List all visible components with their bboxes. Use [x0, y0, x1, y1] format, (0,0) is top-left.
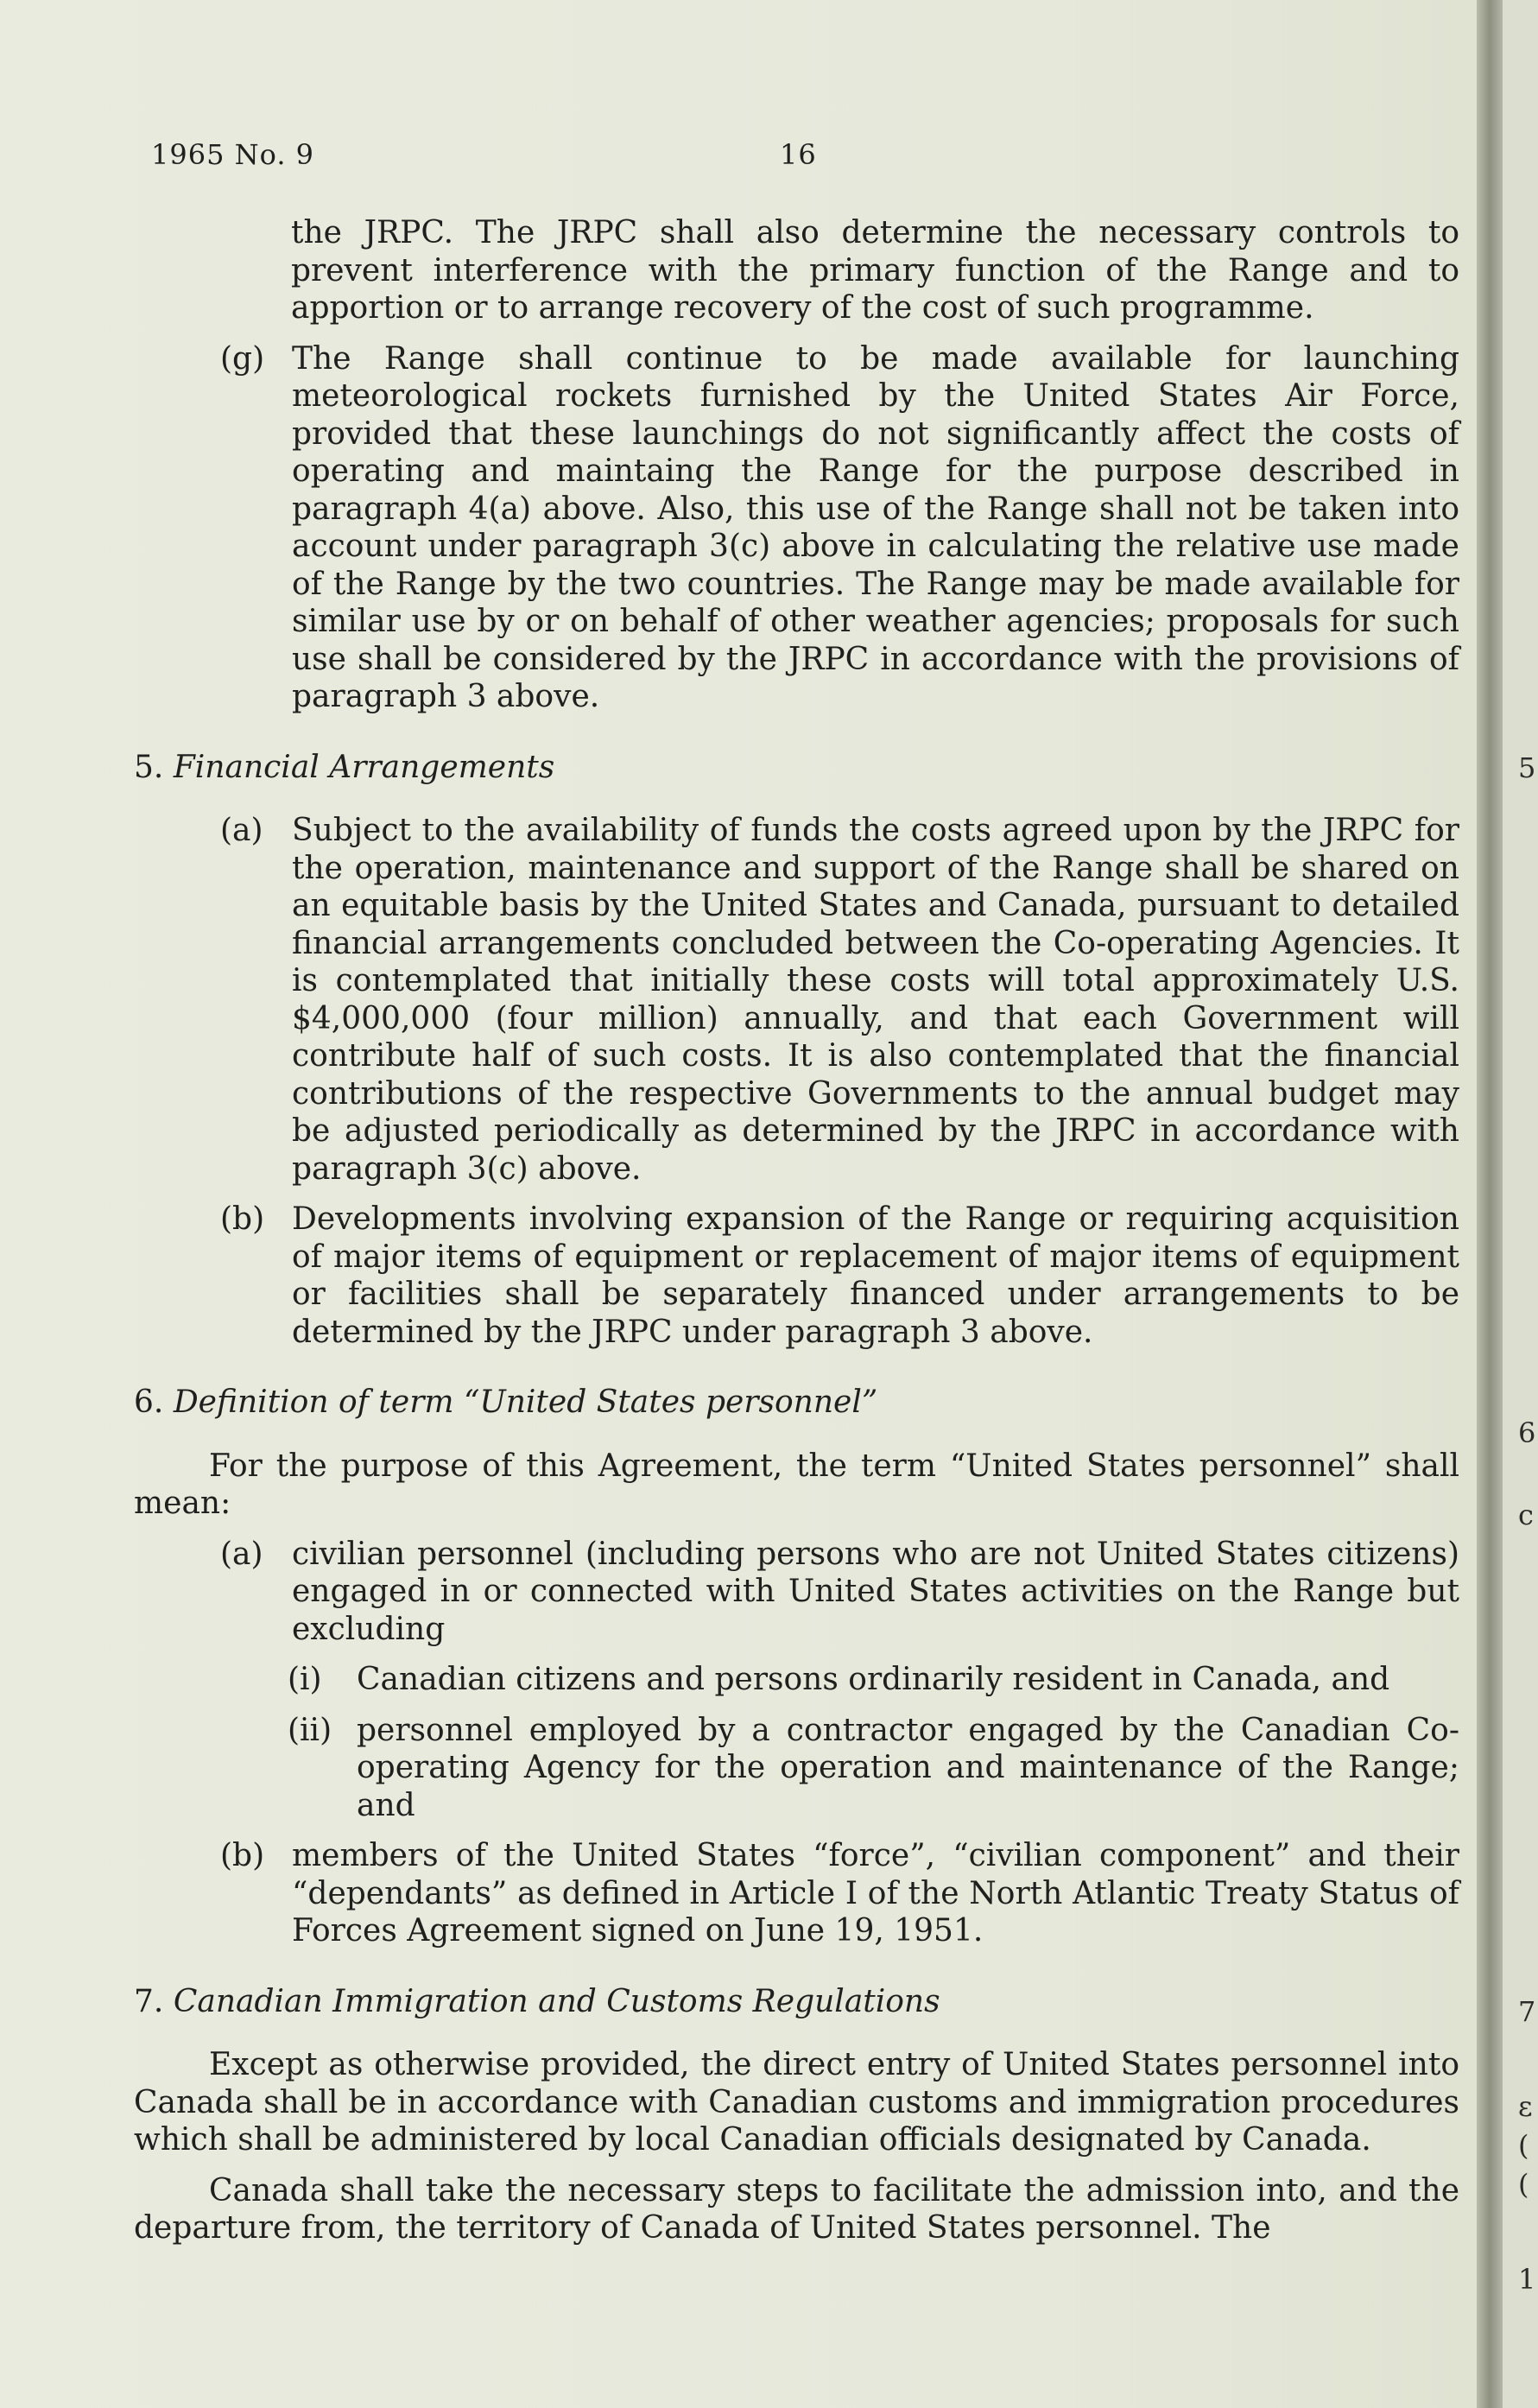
sub-list-item — [134, 1712, 1459, 1825]
item-text: Canadian citizens and persons ordinarily resident in Canada, and — [357, 1662, 1390, 1697]
document-number: 1965 No. 9 — [151, 138, 315, 171]
adjacent-page-char: ( — [1518, 2129, 1529, 2162]
item-label: (g) — [220, 340, 265, 377]
adjacent-page-char: ( — [1518, 2168, 1529, 2201]
item-label: (b) — [220, 1838, 265, 1873]
adjacent-page-char: 5 — [1518, 751, 1536, 784]
adjacent-page-char: 6 — [1518, 1416, 1536, 1449]
section-number: 5. — [134, 749, 164, 785]
list-item — [134, 812, 1459, 1188]
page-body — [134, 214, 1459, 2260]
body-paragraph: Except as otherwise provided, the direct entry of United States personnel into Canada shall be in accordance with Canadian customs and immigration procedures which shall be administered by local Canadian officials designated by Canada. — [134, 2047, 1459, 2158]
book-gutter — [1477, 0, 1503, 2408]
list-item — [134, 1536, 1459, 1649]
section-heading — [134, 749, 1459, 787]
item-label: (b) — [220, 1201, 265, 1237]
adjacent-page-char: 1 — [1518, 2263, 1536, 2296]
list-item — [134, 340, 1459, 716]
item-label: (ii) — [288, 1712, 332, 1748]
section-number: 6. — [134, 1385, 164, 1420]
item-text: Developments involving expansion of the Range or requiring acquisition of major items of equipment or replacement of major items of equipment or facilities shall be separately financed under arrangements to be determined by the JRPC under paragraph 3 above. — [292, 1201, 1459, 1350]
list-item — [134, 1201, 1459, 1351]
section-heading — [134, 1983, 1459, 2021]
list-item — [134, 1837, 1459, 1950]
section-title: Definition of term “United States personnel” — [173, 1385, 878, 1420]
sub-list-item — [134, 1661, 1459, 1699]
section-intro: For the purpose of this Agreement, the term “United States personnel” shall mean: — [134, 1448, 1459, 1521]
section-heading — [134, 1384, 1459, 1422]
continuation-paragraph: the JRPC. The JRPC shall also determine the necessary controls to prevent interference with the primary function of the Range and to apportion or to arrange recovery of the cost of such programme. — [291, 215, 1459, 326]
item-text: personnel employed by a contractor engaged by the Canadian Co-operating Agency for the operation and maintenance of the Range; and — [357, 1712, 1459, 1823]
item-label: (i) — [288, 1662, 322, 1697]
adjacent-page-char: 7 — [1518, 1995, 1536, 2028]
section-title: Canadian Immigration and Customs Regulations — [173, 1983, 940, 2019]
adjacent-page-edge — [1503, 0, 1538, 2408]
item-label: (a) — [220, 1536, 263, 1572]
item-label: (a) — [220, 813, 263, 848]
item-text: members of the United States “force”, “civilian component” and their “dependants” as defined in Article I of the North Atlantic Treaty Status of Forces Agreement signed on June 19, 1951. — [292, 1838, 1459, 1949]
item-text: The Range shall continue to be made available for launching meteorological rockets furnished by the United States Air Force, provided that these launchings do not significantly affect the costs of operating and maintaing the Range for the purpose described in paragraph 4(a) above. Also, this use of the Range shall not be taken into account under paragraph 3(c) above in calculating the relative use made of the Range by the two countries. The Range may be made available for similar use by or on behalf of other weather agencies; proposals for such use shall be considered by the JRPC in accordance with the provisions of paragraph 3 above. — [292, 340, 1459, 714]
adjacent-page-char: c — [1518, 1499, 1534, 1531]
item-text: civilian personnel (including persons who are not United States citizens) engaged in or connected with United States activities on the Range but excluding — [292, 1536, 1459, 1647]
section-number: 7. — [134, 1983, 164, 2019]
page-header — [151, 138, 1446, 181]
section-title: Financial Arrangements — [173, 749, 555, 785]
item-text: Subject to the availability of funds the costs agreed upon by the JRPC for the operation, maintenance and support of the Range shall be shared on an equitable basis by the United States and Canada, pursuant to detailed financial arrangements concluded between the Co-operating Agencies. It is contemplated that initially these costs will total approximately U.S. $4,000,000 (four million) annually, and that each Government will contribute half of such costs. It is also contemplated that the financial contributions of the respective Governments to the annual budget may be adjusted periodically as determined by the JRPC in accordance with paragraph 3(c) above. — [292, 813, 1459, 1187]
body-paragraph: Canada shall take the necessary steps to facilitate the admission into, and the departure from, the territory of Canada of United States personnel. The — [134, 2172, 1459, 2246]
adjacent-page-char: ε — [1518, 2090, 1533, 2123]
page-number: 16 — [780, 138, 817, 171]
